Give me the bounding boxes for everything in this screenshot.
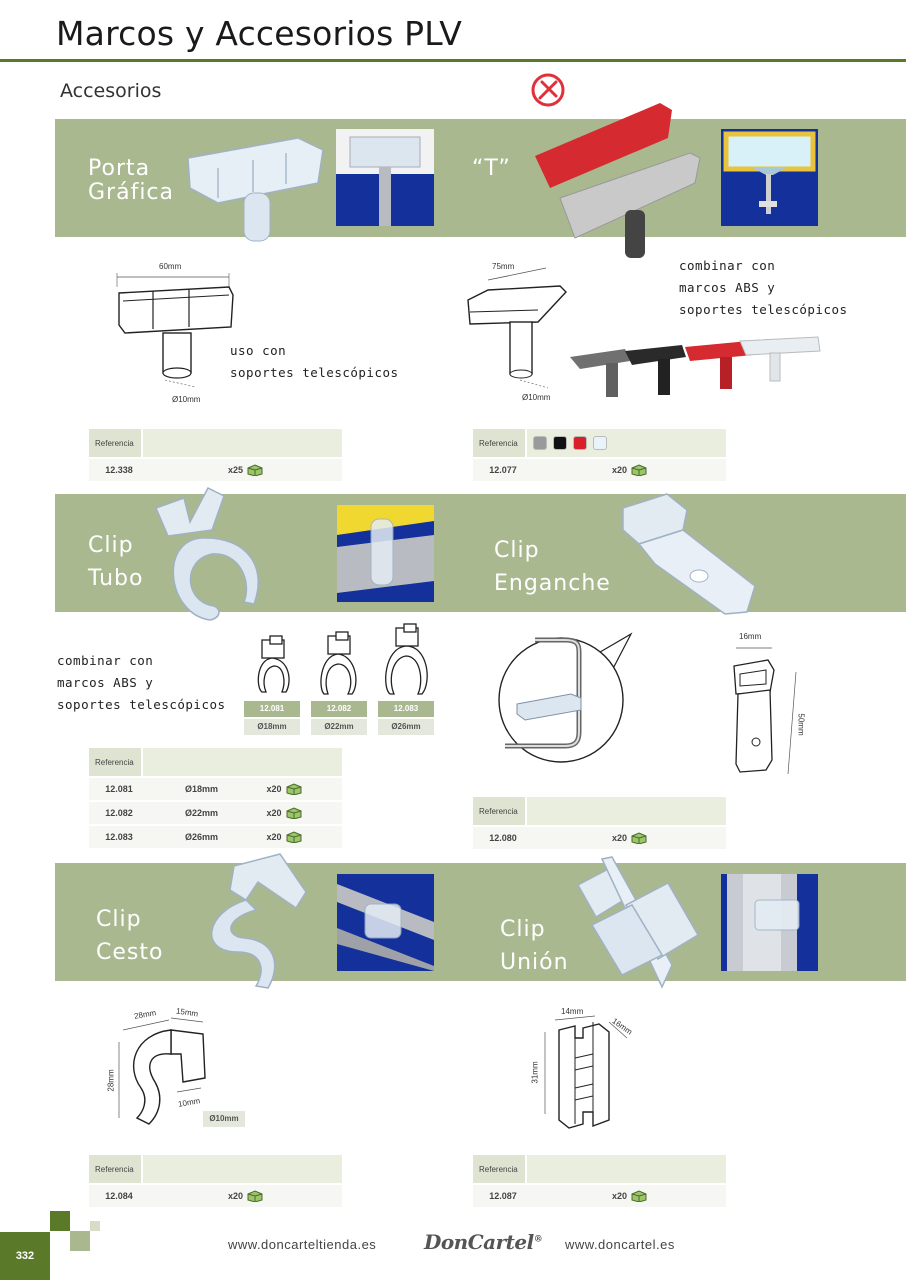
porta-grafica-ref-table: [89, 429, 342, 481]
t-note: combinar con marcos ABS y soportes telescópicos: [679, 258, 848, 317]
clip-tubo-photo: [337, 505, 434, 602]
clip-tubo-variant-2: 12.082 Ø22mm: [311, 701, 367, 735]
t-photo: [721, 129, 818, 226]
ref-qty: x20: [266, 784, 282, 794]
clip-tubo-ref-table: [89, 748, 342, 848]
box-icon: [286, 807, 302, 819]
table-row: [89, 1185, 342, 1207]
ref-qty: x20: [611, 465, 628, 475]
ref-code: 12.082: [105, 808, 133, 818]
swatch-transparent: [593, 436, 607, 450]
clip-tubo-note: combinar con marcos ABS y soportes telescópicos: [57, 653, 226, 712]
t-technical-drawing: [460, 262, 580, 402]
table-row: [473, 827, 726, 849]
table-row: [473, 1185, 726, 1207]
ref-size: Ø26mm: [184, 832, 219, 842]
ref-code: 12.338: [105, 465, 133, 475]
ref-qty: x20: [266, 808, 282, 818]
porta-grafica-label: Porta Gráfica: [88, 156, 175, 205]
table-header: [473, 1155, 726, 1183]
footer-decor-square: [50, 1211, 70, 1231]
swatch-grey: [533, 436, 547, 450]
clip-enganche-dim-width: 16mm: [739, 632, 762, 641]
t-product-image: [530, 98, 710, 263]
ref-code: 12.083: [105, 832, 133, 842]
clip-cesto-dim-c: 28mm: [106, 1069, 116, 1092]
clip-enganche-product-image: [615, 490, 760, 618]
table-row: [473, 459, 726, 481]
t-dim-width: 75mm: [492, 262, 515, 271]
t-color-variants-image: [570, 335, 825, 405]
table-header: [89, 748, 342, 776]
clip-enganche-ref-table: [473, 797, 726, 849]
ref-header-label: Referencia: [89, 429, 141, 457]
box-icon: [286, 783, 302, 795]
ref-code: 12.084: [105, 1191, 133, 1201]
clip-cesto-photo: [337, 874, 434, 971]
ref-header-label: Referencia: [473, 1155, 525, 1183]
ref-code: 12.087: [489, 1191, 517, 1201]
footer-url-left[interactable]: www.doncarteltienda.es: [228, 1237, 377, 1252]
clip-tubo-variant-drawings: [250, 622, 435, 696]
ref-qty: x25: [227, 465, 244, 475]
porta-grafica-dim-width: 60mm: [159, 262, 182, 271]
ref-header-label: Referencia: [89, 1155, 141, 1183]
clip-union-dim-b: 16mm: [610, 1016, 634, 1037]
box-icon: [247, 1190, 263, 1202]
box-icon: [631, 832, 647, 844]
porta-grafica-note: uso con soportes telescópicos: [230, 343, 399, 380]
clip-enganche-technical-drawing: [726, 640, 806, 780]
swatch-red: [573, 436, 587, 450]
table-row: [89, 459, 342, 481]
table-header: [89, 1155, 342, 1183]
clip-tubo-label: Clip Tubo: [88, 533, 144, 591]
clip-union-label: Clip Unión: [500, 917, 569, 975]
t-label: “T”: [472, 156, 511, 181]
clip-union-product-image: [572, 855, 704, 990]
title-rule: [0, 59, 906, 62]
ref-qty: x20: [611, 833, 628, 843]
table-row: [89, 826, 342, 848]
box-icon: [247, 464, 263, 476]
ref-size: Ø18mm: [184, 784, 219, 794]
table-row: [89, 778, 342, 800]
clip-cesto-label: Clip Cesto: [96, 907, 164, 965]
table-header: [473, 797, 726, 825]
t-ref-table: [473, 429, 726, 481]
table-header: [89, 429, 342, 457]
section-title: Accesorios: [60, 80, 162, 102]
footer-decor-square: [70, 1231, 90, 1251]
box-icon: [631, 1190, 647, 1202]
clip-enganche-label: Clip Enganche: [494, 538, 611, 596]
swatch-black: [553, 436, 567, 450]
ref-code: 12.077: [489, 465, 517, 475]
ref-qty: x20: [266, 832, 282, 842]
clip-enganche-zoom-drawing: [495, 632, 635, 764]
porta-grafica-photo: [336, 129, 434, 226]
ref-header-label: Referencia: [473, 429, 525, 457]
clip-union-dim-c: 31mm: [530, 1061, 540, 1084]
box-icon: [631, 464, 647, 476]
clip-enganche-dim-height: 50mm: [796, 713, 806, 736]
t-dim-diameter: Ø10mm: [522, 393, 551, 402]
ref-header-label: Referencia: [89, 748, 141, 776]
ref-header-label: Referencia: [473, 797, 525, 825]
ref-code: 12.080: [489, 833, 517, 843]
footer-url-right[interactable]: www.doncartel.es: [565, 1237, 675, 1252]
table-header: [473, 429, 726, 457]
clip-union-dim-a: 14mm: [561, 1007, 584, 1016]
porta-grafica-product-image: [178, 128, 328, 248]
porta-grafica-technical-drawing: [105, 265, 240, 400]
clip-tubo-variant-1: 12.081 Ø18mm: [244, 701, 300, 735]
porta-grafica-dim-diameter: Ø10mm: [172, 395, 201, 404]
clip-cesto-ref-table: [89, 1155, 342, 1207]
ref-code: 12.081: [105, 784, 133, 794]
footer-decor-square: [90, 1221, 100, 1231]
box-icon: [286, 831, 302, 843]
ref-qty: x20: [227, 1191, 244, 1201]
clip-cesto-dim-d: 10mm: [177, 1096, 201, 1109]
clip-cesto-product-image: [196, 852, 314, 992]
footer-logo: DonCartel®: [424, 1230, 543, 1254]
page-title: Marcos y Accesorios PLV: [56, 14, 462, 53]
page-number: 332: [0, 1232, 50, 1280]
clip-cesto-dim-b: 15mm: [175, 1006, 199, 1019]
ref-size: Ø22mm: [184, 808, 219, 818]
table-row: [89, 802, 342, 824]
clip-cesto-diameter-tag: Ø10mm: [203, 1111, 245, 1127]
clip-union-ref-table: [473, 1155, 726, 1207]
color-swatches: [527, 429, 726, 457]
clip-cesto-dim-a: 28mm: [133, 1008, 157, 1021]
clip-tubo-product-image: [148, 486, 266, 624]
clip-tubo-variant-3: 12.083 Ø26mm: [378, 701, 434, 735]
clip-cesto-technical-drawing: [105, 1008, 215, 1132]
clip-union-photo: [721, 874, 818, 971]
ref-qty: x20: [611, 1191, 628, 1201]
